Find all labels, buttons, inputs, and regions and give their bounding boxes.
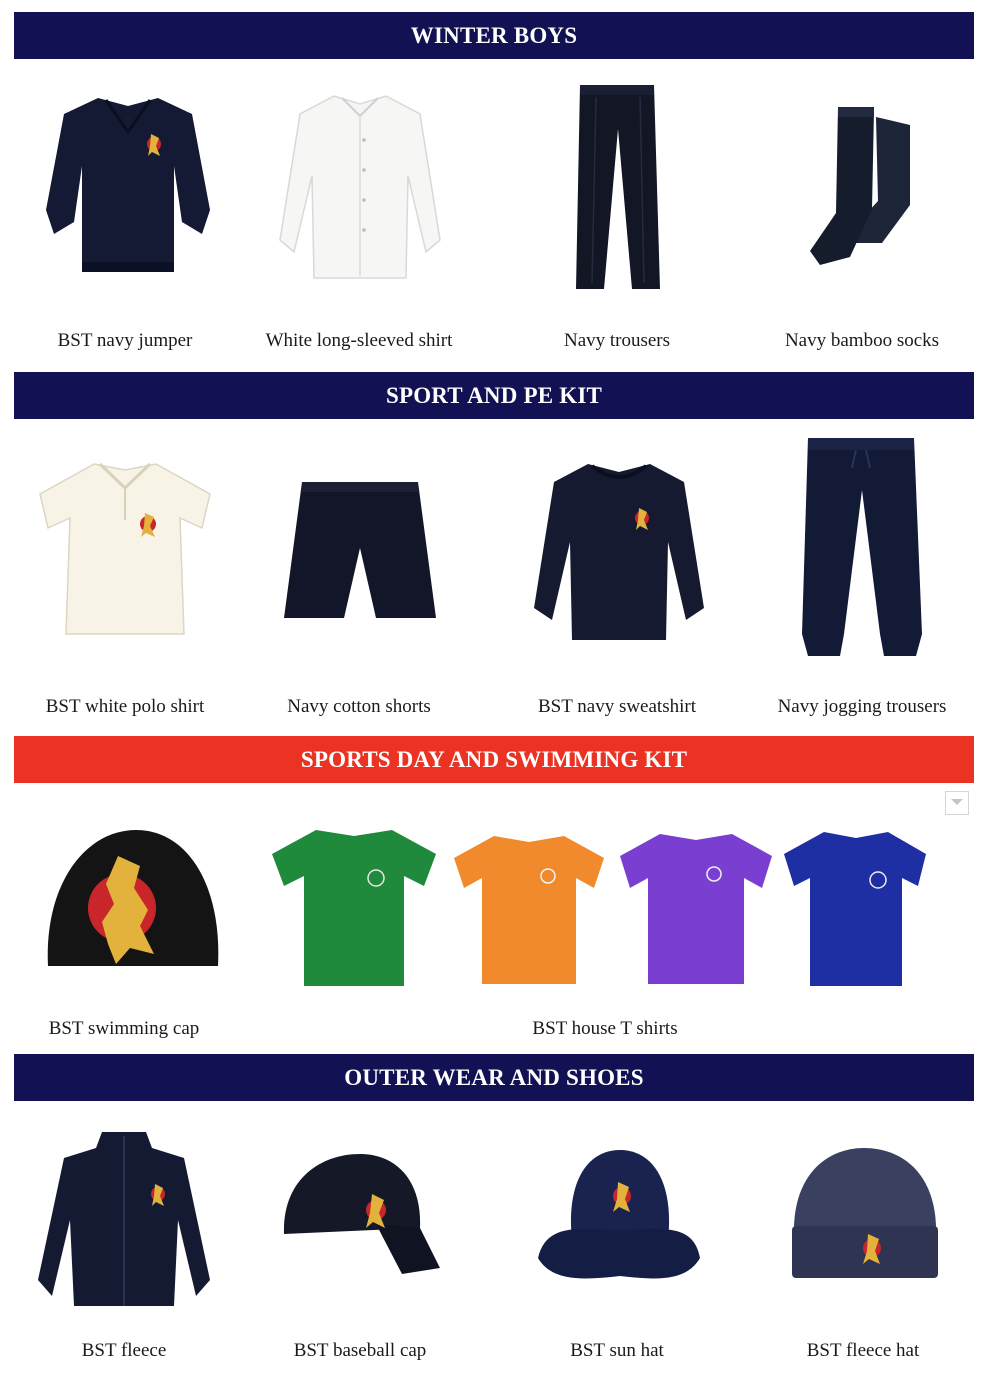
item-label: Navy cotton shorts xyxy=(287,696,431,717)
fleece-hat-icon xyxy=(786,1146,944,1280)
navy-trousers-icon xyxy=(570,83,664,293)
item-label: BST fleece xyxy=(81,1340,167,1361)
item-label: BST navy sweatshirt xyxy=(538,696,696,717)
item-label: Navy trousers xyxy=(563,330,671,351)
item-label: Navy jogging trousers xyxy=(777,696,947,717)
navy-joggers-icon xyxy=(796,434,926,662)
section-banner-sport-pe-kit xyxy=(14,372,974,419)
navy-socks-icon xyxy=(806,105,916,270)
swimming-cap-icon xyxy=(44,826,222,974)
chevron-down-icon xyxy=(950,794,964,812)
section-title: WINTER BOYS xyxy=(410,22,578,48)
section-title: SPORT AND PE KIT xyxy=(385,382,603,408)
navy-sweatshirt-icon xyxy=(530,458,708,648)
house-tshirts-icon xyxy=(272,826,932,990)
baseball-cap-icon xyxy=(280,1150,442,1278)
dropdown-toggle-button[interactable] xyxy=(945,791,969,815)
navy-shorts-icon xyxy=(282,480,438,624)
white-polo-icon xyxy=(34,458,216,638)
item-label: BST white polo shirt xyxy=(45,696,205,717)
item-label: BST house T shirts xyxy=(532,1018,678,1039)
item-label: BST sun hat xyxy=(570,1340,664,1361)
navy-jumper-icon xyxy=(42,92,214,284)
item-label: BST baseball cap xyxy=(293,1340,427,1361)
item-label: BST swimming cap xyxy=(48,1018,200,1039)
item-label: BST fleece hat xyxy=(806,1340,920,1361)
item-label: Navy bamboo socks xyxy=(784,330,940,351)
section-banner-sports-day-swimming xyxy=(14,736,974,783)
item-label: BST navy jumper xyxy=(57,330,193,351)
section-banner-outer-wear-shoes xyxy=(14,1054,974,1101)
section-title: SPORTS DAY AND SWIMMING KIT xyxy=(300,746,688,772)
section-title: OUTER WEAR AND SHOES xyxy=(344,1064,644,1090)
item-label: White long-sleeved shirt xyxy=(265,330,453,351)
white-shirt-icon xyxy=(276,90,444,285)
fleece-icon xyxy=(34,1130,214,1308)
section-banner-winter-boys xyxy=(14,12,974,59)
sun-hat-icon xyxy=(536,1144,702,1286)
